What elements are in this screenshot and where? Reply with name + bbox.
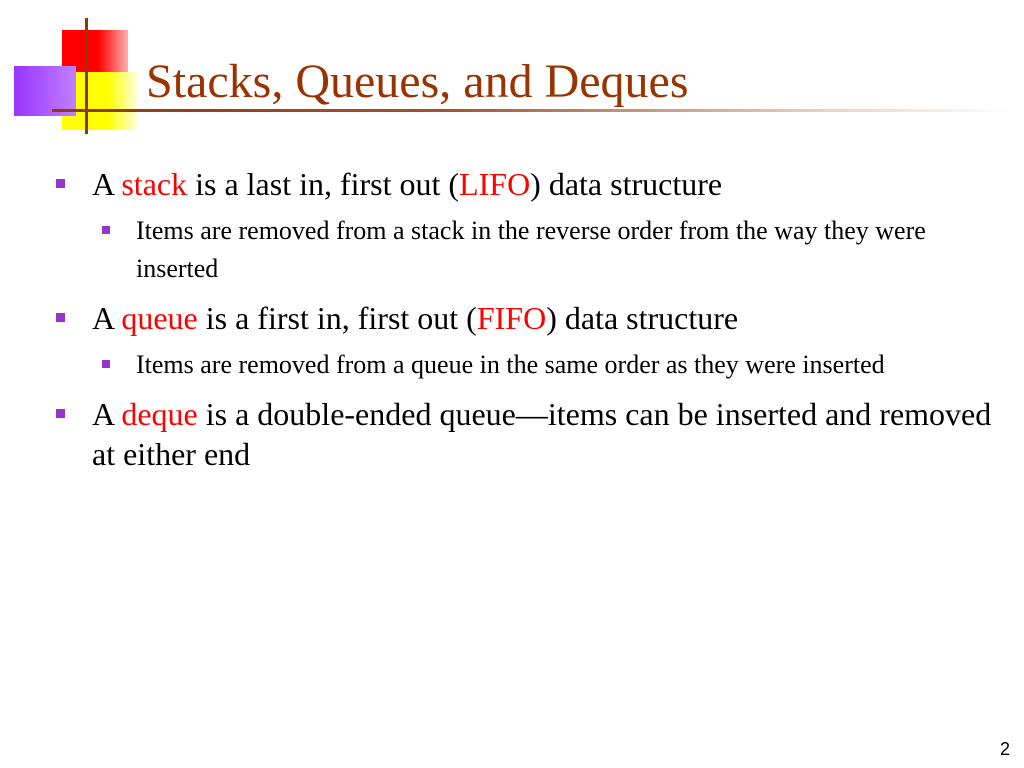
slide-body <box>56 164 1006 482</box>
sub-bullet-stack <box>102 212 1006 288</box>
square-bullet-icon <box>102 226 110 234</box>
bullet-queue <box>56 298 1006 338</box>
bullet-text-post: is a double-ended queue—items can be inserted and removed at either end <box>92 396 992 472</box>
square-bullet-icon <box>102 360 110 368</box>
keyword-deque: deque <box>121 396 198 432</box>
sub-bullet-queue <box>102 346 1006 384</box>
acronym-fifo: FIFO <box>476 300 547 336</box>
bullet-text-mid: is a last in, first out ( <box>187 166 460 202</box>
bullet-text-pre: A <box>92 166 122 202</box>
slide-title: Stacks, Queues, and Deques <box>146 55 689 108</box>
sub-bullet-text: Items are removed from a stack in the reverse order from the way they were inserted <box>136 216 926 283</box>
keyword-queue: queue <box>121 300 198 336</box>
bullet-text-post: ) data structure <box>546 300 739 336</box>
keyword-stack: stack <box>121 166 188 202</box>
bullet-text-pre: A <box>92 396 122 432</box>
decorative-logo-squares <box>0 0 160 140</box>
bullet-stack <box>56 164 1006 204</box>
bullet-text-pre: A <box>92 300 122 336</box>
square-bullet-icon <box>56 313 65 322</box>
vertical-rule <box>85 18 88 134</box>
acronym-lifo: LIFO <box>459 166 531 202</box>
page-number: 2 <box>999 739 1010 759</box>
square-bullet-icon <box>56 179 65 188</box>
sub-bullet-text: Items are removed from a queue in the same order as they were inserted <box>136 350 885 379</box>
bullet-text-mid: is a first in, first out ( <box>197 300 477 336</box>
bullet-deque <box>56 394 1006 474</box>
bullet-text-post: ) data structure <box>530 166 723 202</box>
square-bullet-icon <box>56 409 65 418</box>
